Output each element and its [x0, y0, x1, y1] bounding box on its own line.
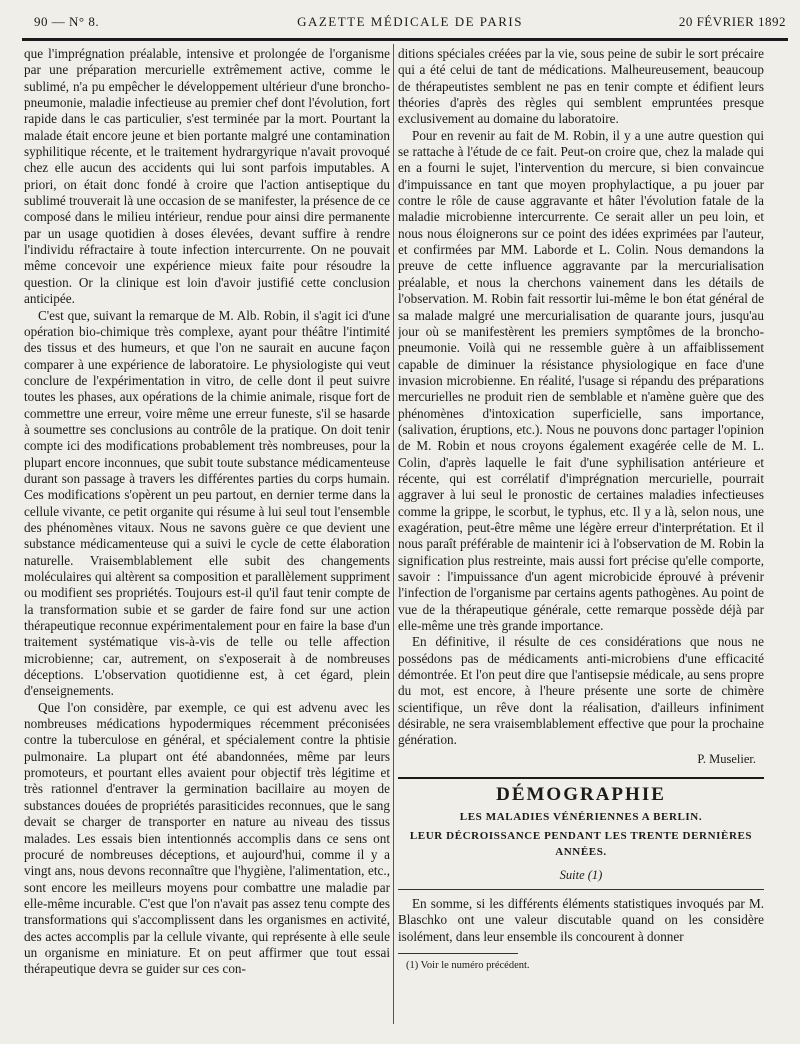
journal-title: GAZETTE MÉDICALE DE PARIS	[297, 14, 523, 29]
article-subtitle-2: LEUR DÉCROISSANCE PENDANT LES TRENTE DERNIÈRES ANNÉES.	[409, 829, 753, 859]
right-paragraph-3: En définitive, il résulte de ces considérations que nous ne possédons pas de médicaments anti-microbiens d'une efficacité démontrée. Et l'on peut dire que l'antisepsie médicale, au sens propre du mot, est encore, à l'heure présente une sorte de chimère scientifique, un rêve dont la réalisation, d'ailleurs infiniment désirable, ne sera vraisemblablement effective que pour la prochaine génération.	[398, 634, 764, 748]
left-paragraph-3: Que l'on considère, par exemple, ce qui est advenu avec les nombreuses médications hypodermiques récemment préconisées contre la tuberculose en général, et spécialement contre la phtisie pulmonaire. La plupart ont été abandonnées, même par leurs promoteurs, et pourtant elles avaient pour objectif très légitime et très rationnel d'entraver la germination bacillaire au moyen de substances douées de propriétés parasiticides reconnues, que le sang devait se charger de transporter en nature au niveau des tissus malades. Les essais bien intentionnés accomplis dans ce sens ont procuré de nombreuses déceptions, et aujourd'hui, comme il y a vingt ans, nous devons reconnaître que l'hygiène, l'alimentation, etc., sont encore les meilleurs moyens pour combattre une maladie par elle-même incurable. C'est que l'on n'avait pas assez tenu compte des transformations qui s'accomplissent dans les organismes en activité, des actes accomplis par la cellule vivante, qui représente à elle seule un organisme en miniature. Et on peut affirmer que tout essai thérapeutique devra se guider sur ces con-	[24, 699, 390, 977]
footnote-rule	[398, 953, 518, 954]
column-divider	[393, 44, 394, 1024]
right-column	[398, 46, 764, 1026]
right-paragraph-2: Pour en revenir au fait de M. Robin, il y a une autre question qui se rattache à l'étude de ce fait. Peut-on croire que, chez la malade qui en a fourni le sujet, l'intervention du mercure, si bien convaincue d'impuissance en tant que moyen prophylactique, a pu jouer par contre le rôle de cause aggravante et hâter l'évolution fatale de la maladie microbienne intercurrente. Ce serait aller un peu loin, et nous nous éloignerons sur ce point des idées exprimées par l'auteur, et confirmées par MM. Laborde et L. Colin. Nous demandons la preuve de cette influence aggravante par la mercurialisation préalable, et nous la cherchons vainement dans les détails de l'observation. M. Robin fait ressortir lui-même le bon état général de sa malade malgré une mercurialisation de quarante jours, jusqu'au jour où se manifestèrent les premiers symptômes de la broncho-pneumonie. Voilà qui ne ressemble guère à un affaiblissement capable de diminuer la résistance physiologique en face d'une invasion microbienne. En réalité, l'usage si répandu des préparations mercurielles ne produit rien de semblable et n'amène guère que des phénomènes d'intoxication superficielle, sans importance, (salivation, éruptions, etc.). Nous ne pouvons donc partager l'opinion de M. Robin et nous croyons également exagérée celle de M. L. Colin, d'après laquelle le fait d'une syphilisation antérieure et récente, qui est corrélatif d'imprégnation mercurielle, pourrait aggraver à lui seul le pronostic de certaines maladies infectieuses comme la grippe, le scorbut, le typhus, etc. Il y a là, selon nous, une exagération, peut-être même une légère erreur d'interprétation. Et il nous paraît préférable de maintenir ici à l'observation de M. Robin la signification plus restreinte, mais aussi fort précise qu'elle comporte, savoir : l'impuissance d'un agent microbicide éprouvé à prévenir l'infection de l'organisme par certains agents pathogènes. Au point de vue de la thérapeutique générale, cette remarque possède déjà par elle-même une très grande importance.	[398, 127, 764, 634]
suite-rule	[398, 889, 764, 890]
section-title: DÉMOGRAPHIE	[496, 784, 666, 806]
section-rule	[398, 777, 764, 779]
right-paragraph-1: ditions spéciales créées par la vie, sous peine de subir le sort précaire qui a été celui de tant de médications. Malheureusement, beaucoup de thérapeutistes semblent ne pas en tenir compte et édifient leurs théories d'après des règles qui semblent empruntées presque exclusivement au domaine du laboratoire.	[398, 46, 764, 127]
issue-date: 20 FÉVRIER 1892	[678, 14, 786, 29]
left-paragraph-1: que l'imprégnation préalable, intensive et prolongée de l'organisme par une préparation mercurielle extrêmement active, comme le sublimé, n'a pu empêcher le développement ultérieur d'une broncho-pneumonie, maladie infectieuse au premier chef dont l'évolution, fort rapide dans le cas particulier, s'est terminée par la mort. Pourtant la malade était encore jeune et bien portante malgré une contamination syphilitique récente, et le traitement hydrargyrique n'avait provoqué chez elle aucun des accidents qui lui sont parfois imputables. A priori, on était donc fondé à croire que l'action antiseptique du sublimé trouverait là une occasion de se manifester, la présence de ce composé dans le milieu intérieur, rendue pour ainsi dire permanente par un usage quotidien à doses élevées, devant suffire à rendre l'individu réfractaire à toute infection intercurrente. On ne pouvait même concevoir une expérience mieux faite pour résoudre la question. Or la clinique est loin d'avoir justifié cette conclusion anticipée.	[24, 46, 390, 307]
left-paragraph-2: C'est que, suivant la remarque de M. Alb. Robin, il s'agit ici d'une opération bio-chimique très complexe, ayant pour théâtre l'intimité des tissus et des humeurs, et que l'on ne saurait en aucune façon comparer à une expérience de laboratoire. Le physiologiste qui veut conclure de l'expérimentation in vitro, de celle dont il peut suivre toutes les phases, aux opérations de la chimie animale, risque fort de commettre une erreur, voire même une erreur funeste, s'il se hasarde à soumettre ses conclusions au contrôle de la pratique. On doit tenir compte ici des modifications probablement très nombreuses, pour la plupart encore inconnues, que subit toute substance médicamenteuse durant son passage à travers les différentes parties du corps humain. Ces modifications s'opèrent un peu partout, en dernier terme dans la cellule vivante, ce petit organite qui résume à lui seul tout l'ensemble des phénomènes vitaux. Nous ne savons guère ce que devient une substance médicamenteuse qui a suivi le cycle de cette élaboration naturelle. Vraisemblablement elle subit des changements moléculaires qui altèrent sa composition et parallèlement suppriment ou modifient ses propriétés. Toujours est-il qu'il faut tenir compte de la transformation subie et se garder de faire fond sur une action thérapeutique reconnue expérimentalement pour en faire la base d'un traitement systématique vis-à-vis de telle ou telle affection microbienne; car, autrement, on s'exposerait à de nombreuses déceptions. L'observation quotidienne est, à cet égard, plein d'enseignements.	[24, 307, 390, 699]
footnote: (1) Voir le numéro précédent.	[406, 959, 530, 971]
demography-paragraph: En somme, si les différents éléments statistiques invoqués par M. Blaschko ont une valeur discutable quand on les considère isolément, dans leur ensemble ils concourent à donner	[398, 895, 764, 944]
author-signature: P. Muselier.	[697, 751, 756, 766]
page-number-issue: 90 — N° 8.	[34, 14, 100, 29]
left-column	[24, 46, 390, 1026]
suite-note: Suite (1)	[559, 867, 603, 882]
header-rule	[22, 38, 788, 41]
page-header	[34, 14, 786, 34]
article-subtitle-1: LES MALADIES VÉNÉRIENNES A BERLIN.	[459, 811, 703, 824]
